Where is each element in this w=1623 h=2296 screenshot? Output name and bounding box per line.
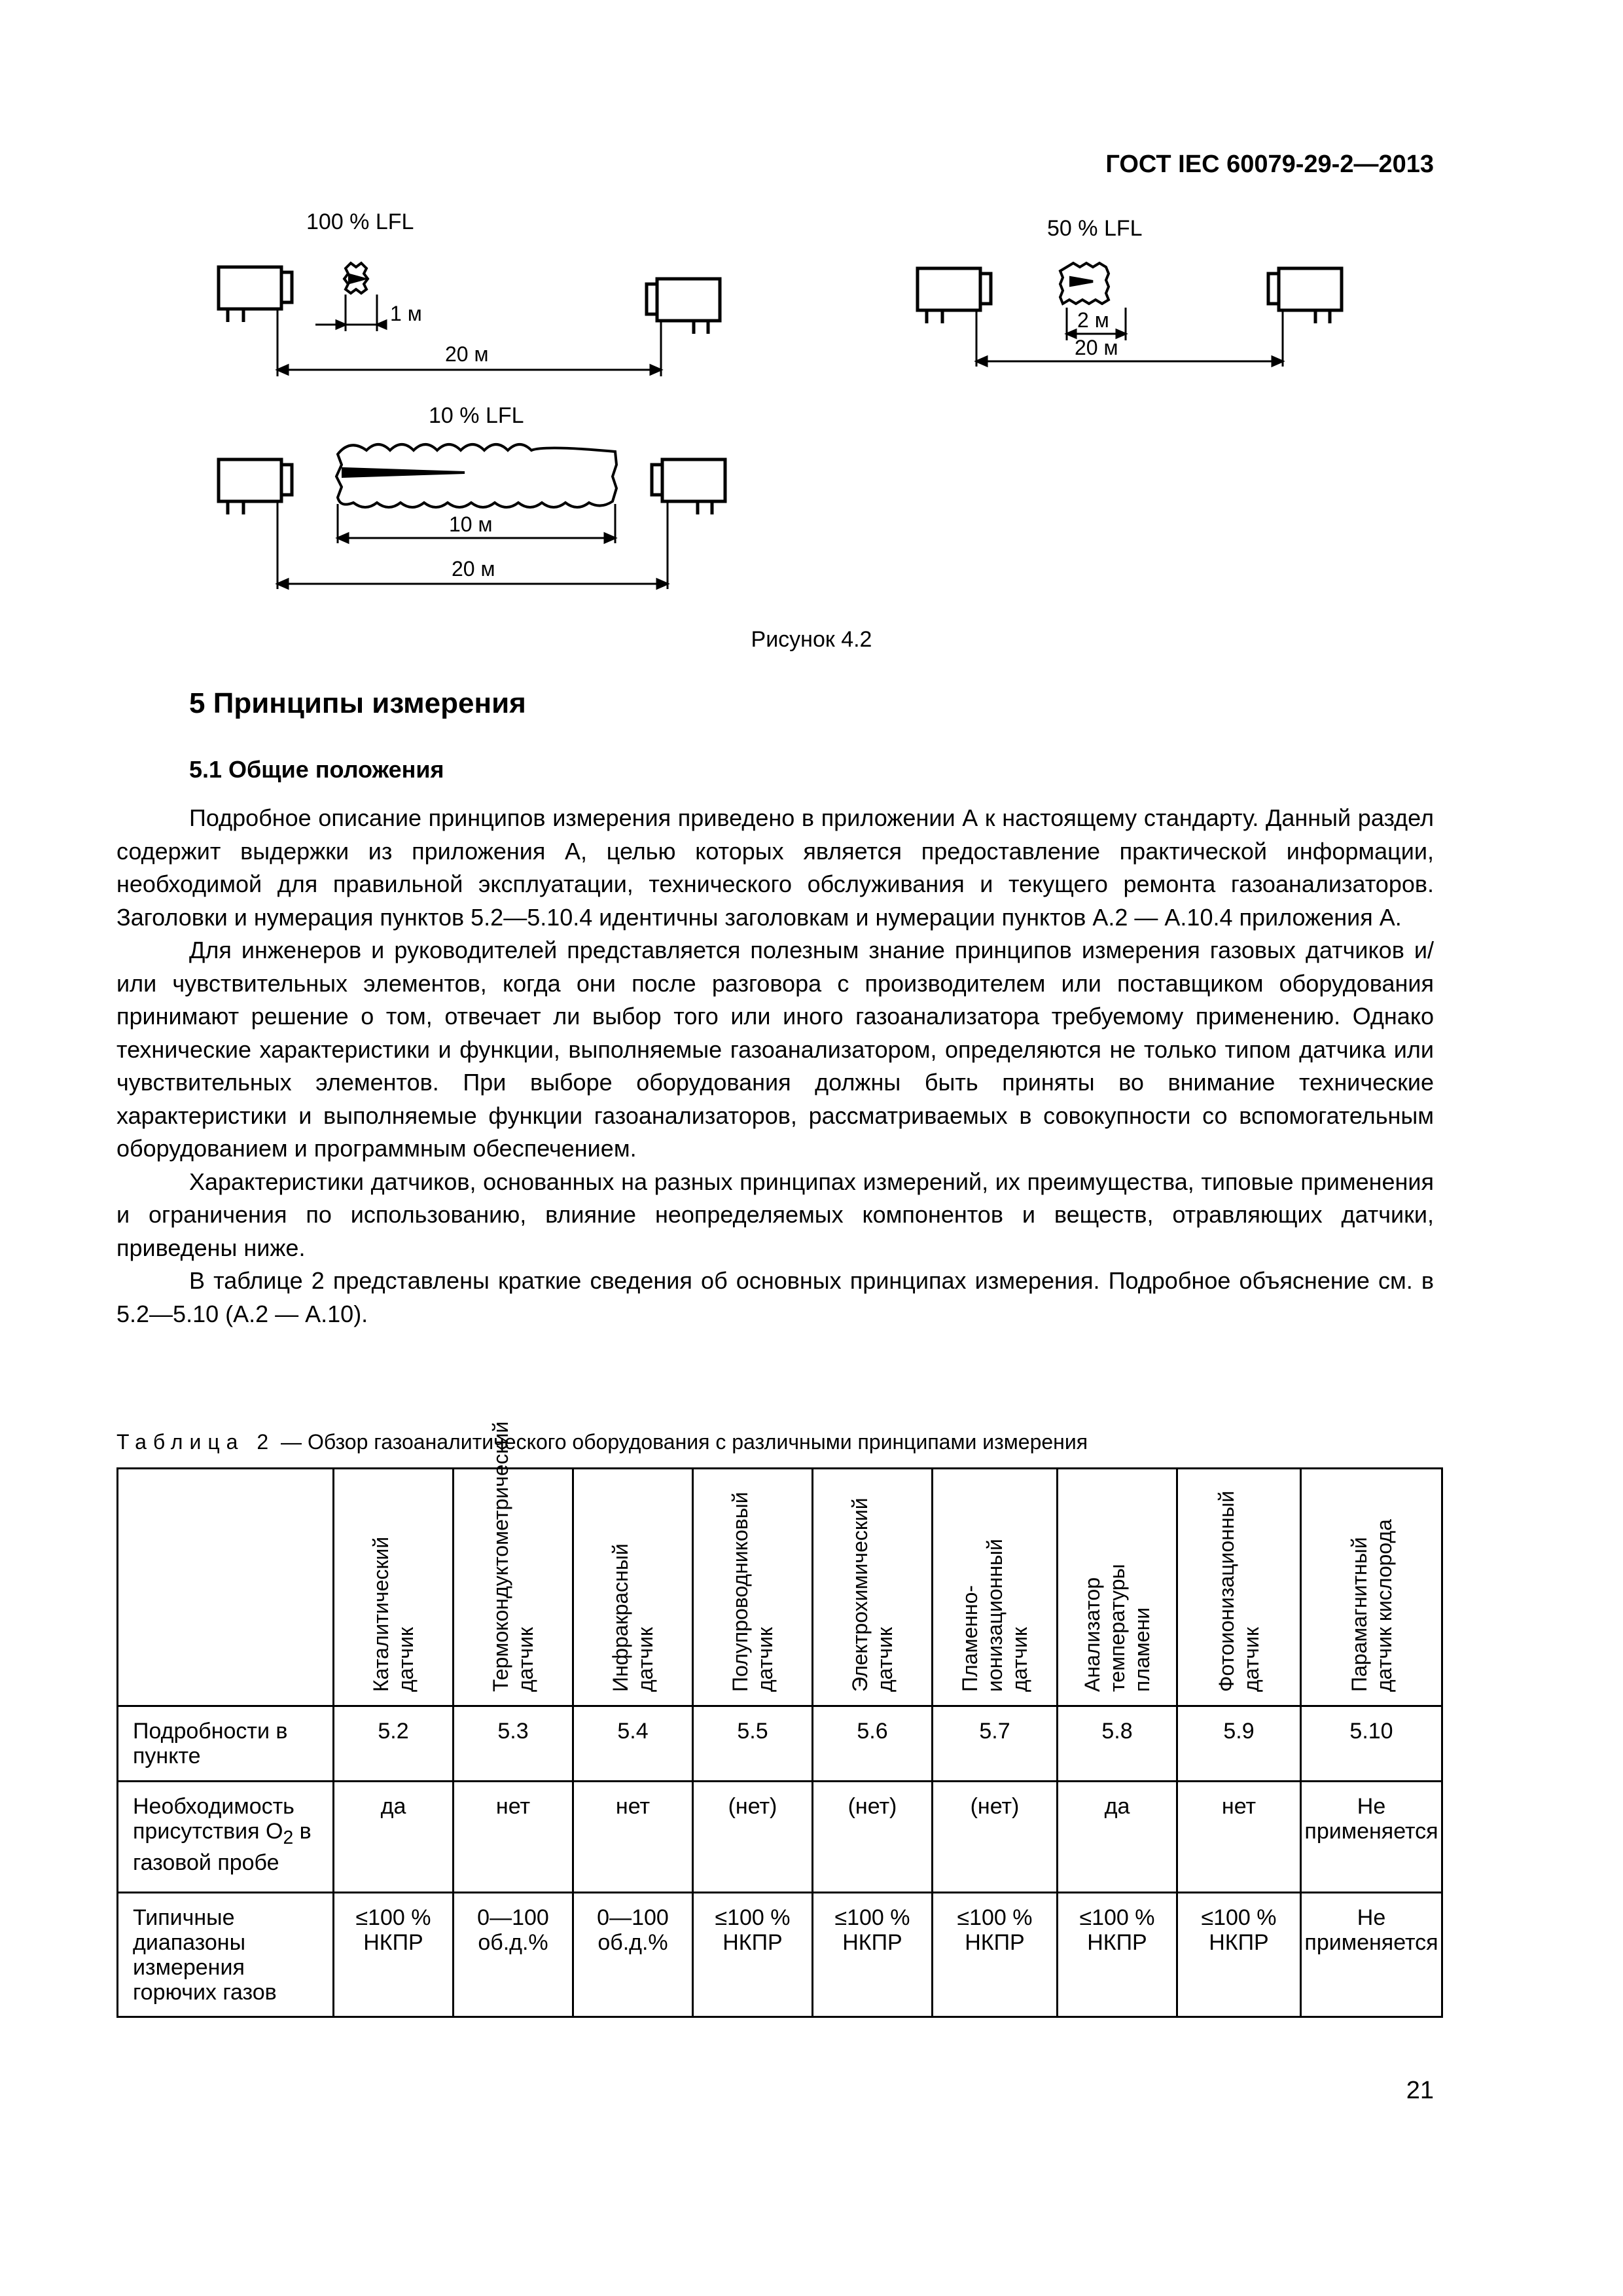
table-cell: 5.10 — [1301, 1706, 1442, 1782]
panel-100-distance-label: 20 м — [445, 342, 489, 366]
table-cell: ≤100 % НКПР — [813, 1893, 933, 2017]
distance-dimension — [976, 310, 1283, 367]
paragraph: В таблице 2 представлены краткие сведения об основных принципах измерения. Подробное объяснение см. в 5.2—5.10 (А.2 — А.10). — [116, 1267, 1434, 1327]
table-cell: ≤100 % НКПР — [1058, 1893, 1177, 2017]
row-label-part: в газовой пробе — [133, 1819, 312, 1875]
panel-50-title: 50 % LFL — [1047, 216, 1143, 241]
left-detector-icon — [219, 267, 292, 322]
table-cell: 5.7 — [933, 1706, 1058, 1782]
header-label: Анализатор температуры пламени — [1080, 1564, 1154, 1692]
figure-caption: Рисунок 4.2 — [751, 627, 872, 652]
row-label: Подробности в пункте — [118, 1706, 334, 1782]
table-corner-cell — [118, 1469, 334, 1706]
left-detector-icon — [219, 459, 292, 514]
table-row — [118, 1893, 1442, 2017]
header-label: Электрохимический датчик — [848, 1498, 897, 1692]
header-cell — [1177, 1469, 1301, 1706]
header-label: Парамагнитный датчик кислорода — [1347, 1519, 1396, 1692]
right-detector-icon — [647, 279, 720, 334]
row-label: Типичные диапазоны измерения горючих газов — [118, 1893, 334, 2017]
table-cell: 5.6 — [813, 1706, 933, 1782]
panel-100-title: 100 % LFL — [306, 209, 414, 234]
header-label: Термокондуктометрический датчик — [489, 1421, 537, 1692]
header-cell — [813, 1469, 933, 1706]
left-detector-icon — [918, 268, 991, 323]
figure-panel-10-lfl — [209, 399, 733, 596]
paragraph: Характеристики датчиков, основанных на разных принципах измерений, их преимущества, типовые применения и ограничения по использованию, влияние неопределяемых компонентов и веществ, отравляющих датчики, приведены ниже. — [116, 1168, 1434, 1261]
table-cell: (нет) — [933, 1782, 1058, 1893]
table-caption — [116, 1430, 1088, 1454]
table-cell: нет — [573, 1782, 693, 1893]
figure-10-drawing — [209, 399, 733, 596]
panel-10-title: 10 % LFL — [429, 403, 524, 428]
header-label: Каталитический датчик — [369, 1536, 418, 1692]
table-cell: ≤100 % НКПР — [693, 1893, 813, 2017]
header-cell — [1301, 1469, 1442, 1706]
table-cell: 5.2 — [334, 1706, 454, 1782]
table-row — [118, 1782, 1442, 1893]
table-cell: 5.8 — [1058, 1706, 1177, 1782]
header-cell — [933, 1469, 1058, 1706]
table-caption-label: Таблица 2 — [116, 1430, 276, 1454]
panel-100-cloud-label: 1 м — [390, 302, 422, 325]
header-cell — [334, 1469, 454, 1706]
table-cell: (нет) — [693, 1782, 813, 1893]
figure-panel-100-lfl — [209, 209, 733, 406]
table-cell: ≤100 % НКПР — [1177, 1893, 1301, 2017]
table-caption-text: — Обзор газоаналитического оборудования с различными принципами измерения — [275, 1430, 1088, 1454]
gas-cloud-icon — [336, 444, 616, 507]
table-cell: нет — [1177, 1782, 1301, 1893]
body-text — [116, 802, 1434, 1331]
paragraph: Подробное описание принципов измерения приведено в приложении А к настоящему стандарту. Данный раздел содержит выдержки из приложения А, целью которых является предоставление практической информации, необходимой для правильной эксплуатации, технического обслуживания и текущего ремонта газоанализаторов. Заголовки и нумерация пунктов 5.2—5.10.4 идентичны заголовкам и нумерации пунктов А.2 — А.10.4 приложения А. — [116, 804, 1434, 931]
table-row — [118, 1706, 1442, 1782]
gas-cloud-icon — [1060, 263, 1109, 304]
table-cell: 5.3 — [454, 1706, 573, 1782]
panel-50-distance-label: 20 м — [1075, 336, 1118, 359]
table-cell: 5.4 — [573, 1706, 693, 1782]
row-label — [118, 1782, 334, 1893]
right-detector-icon — [1268, 268, 1342, 323]
row-label-part: Необходимость присутствия O — [133, 1794, 294, 1844]
table-cell: 0—100 об.д.% — [573, 1893, 693, 2017]
table-cell: Не применяется — [1301, 1893, 1442, 2017]
right-detector-icon — [652, 459, 725, 514]
table-cell: да — [1058, 1782, 1177, 1893]
subsection-title: 5.1 Общие положения — [189, 756, 444, 783]
header-cell — [454, 1421, 573, 1706]
header-label: Полупроводниковый датчик — [728, 1492, 777, 1692]
standard-header: ГОСТ IEC 60079-29-2—2013 — [1105, 151, 1434, 178]
header-cell — [1058, 1469, 1177, 1706]
panel-10-cloud-label: 10 м — [449, 512, 493, 536]
section-title: 5 Принципы измерения — [189, 687, 526, 719]
figure-50-drawing — [903, 209, 1361, 380]
table-cell: ≤100 % НКПР — [334, 1893, 454, 2017]
page-number: 21 — [1406, 2077, 1434, 2104]
figure-panel-50-lfl — [903, 209, 1361, 380]
table-cell: нет — [454, 1782, 573, 1893]
header-label: Фотоионизационный датчик — [1215, 1490, 1263, 1692]
table-cell: 5.9 — [1177, 1706, 1301, 1782]
header-cell — [693, 1469, 813, 1706]
table-cell: ≤100 % НКПР — [933, 1893, 1058, 2017]
figure-100-drawing — [209, 209, 733, 406]
table-cell: 5.5 — [693, 1706, 813, 1782]
row-label-subscript: 2 — [283, 1827, 294, 1848]
paragraph: Для инженеров и руководителей представляется полезным знание принципов измерения газовых датчиков и/или чувствительных элементов, когда они после разговора с производителем или поставщиком оборудования принимают решение о том, отвечает ли выбор того или иного газоанализатора требуемому применению. Однако технические характеристики и функции, выполняемые газоанализатором, определяются не только типом датчика или чувствительных элементов. При выборе оборудования должны быть приняты во внимание технические характеристики и выполняемые функции газоанализаторов, рассматриваемых в совокупности со вспомогательным оборудованием и программным обеспечением. — [116, 937, 1434, 1162]
table-cell: Не применяется — [1301, 1782, 1442, 1893]
panel-10-distance-label: 20 м — [452, 557, 495, 581]
cloud-dimension — [315, 295, 386, 331]
gas-cloud-icon — [344, 263, 368, 293]
table-cell: (нет) — [813, 1782, 933, 1893]
table-header-row — [118, 1469, 1442, 1706]
table-cell: да — [334, 1782, 454, 1893]
header-label: Инфракрасный датчик — [609, 1543, 657, 1692]
header-cell — [573, 1469, 693, 1706]
header-label: Пламенно-ионизационный датчик — [958, 1539, 1031, 1692]
table-cell: 0—100 об.д.% — [454, 1893, 573, 2017]
panel-50-cloud-label: 2 м — [1077, 308, 1109, 332]
